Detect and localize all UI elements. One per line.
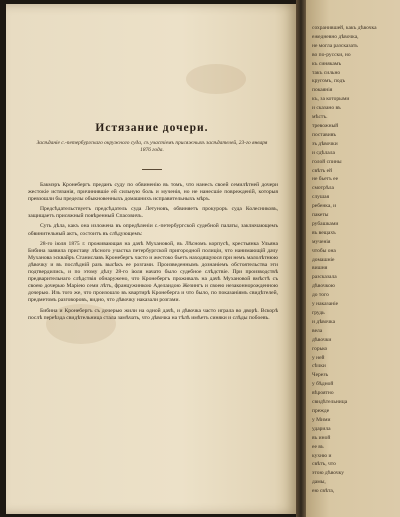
- right-page-line: ее въ: [312, 443, 324, 450]
- right-page-line: мученія: [312, 238, 331, 245]
- right-page-line: прежде: [312, 407, 330, 414]
- right-page-line: до того: [312, 292, 329, 299]
- right-page-line: не бьетъ ее: [312, 176, 339, 183]
- paper-stain: [186, 64, 246, 94]
- right-page-line: тревожный: [312, 122, 339, 129]
- article-body: [28, 182, 278, 325]
- right-page-line: свѣтъ ей: [312, 167, 333, 174]
- right-page-line: поставивъ: [312, 131, 337, 138]
- right-page-line: у Мими: [312, 416, 331, 423]
- right-page-line: грудь: [312, 310, 325, 316]
- right-page-line: дамы,: [312, 479, 326, 486]
- right-page-line: ударила: [312, 425, 331, 432]
- right-page-line: такъ сильно: [312, 69, 341, 76]
- right-page-line: кухню и: [312, 452, 332, 459]
- right-page-line: свидѣтельница: [312, 399, 348, 406]
- right-page-line: разсказала: [312, 274, 337, 281]
- right-page-line: Черезъ: [312, 372, 329, 379]
- right-page-line: свѣтъ, что: [312, 461, 336, 468]
- right-page-line: мѣстъ.: [312, 114, 328, 121]
- book-gutter: [296, 0, 306, 517]
- right-page-line: вѣроятно: [312, 390, 334, 397]
- right-page-line: рубашками: [312, 220, 339, 227]
- right-page-line: сохранившей, какъ дѣвочка: [312, 25, 377, 31]
- left-page: [6, 4, 298, 514]
- right-page-line: сѣчки: [312, 363, 326, 370]
- paragraph: Предсѣдательствуетъ предсѣдатель суда Летуновъ, обвиняетъ прокуроръ суда Колесниковъ, защищаетъ присяжный повѣренный Спасовичъ.: [28, 206, 278, 220]
- right-page-line: кругомъ, подъ: [312, 78, 346, 85]
- right-page-line: вишня: [312, 265, 328, 272]
- right-page-line: въ иной: [312, 434, 331, 441]
- right-page-line: у ней: [312, 354, 325, 361]
- right-page-line: ребенка, и: [312, 203, 337, 210]
- right-page-text: [312, 24, 396, 496]
- right-page-line: этою дѣвочку: [312, 470, 344, 477]
- right-page-line: дѣвочкою: [312, 283, 335, 290]
- right-page-line: зъ дѣвочки: [312, 140, 338, 147]
- article-title: Истязание дочери.: [95, 122, 209, 134]
- paragraph: Бибина и Кронебергъ съ дочерью жили на одной дачѣ, и дѣвочка часто играла во дворѣ. Вскорѣ послѣ переѣзда свидѣтельница стала замѣчать, что дѣвочка на тѣлѣ имѣетъ синяки и слѣды побоевъ.: [28, 307, 278, 321]
- title-divider: [142, 169, 162, 170]
- right-page-line: слушая: [312, 194, 330, 201]
- right-page-line: къ синякамъ: [312, 60, 342, 67]
- right-page-line: въ вещахъ: [312, 229, 336, 236]
- right-page-line: не могла разсказать: [312, 42, 358, 49]
- paragraph: Суть дѣла, какъ она изложена въ опредѣленіи с.-петербургской судебной палаты, заключающемъ обвинительный актъ, состоитъ въ слѣдующемъ:: [28, 223, 278, 237]
- right-page-line: дѣвочки: [312, 336, 332, 343]
- right-page-line: смотрѣла: [312, 185, 334, 192]
- right-page-line: вела: [312, 327, 323, 334]
- right-page-line: къ, за которыми: [312, 96, 350, 103]
- right-page: [306, 0, 400, 517]
- right-page-line: и сдѣлала: [312, 149, 335, 156]
- right-page-line: голой спины: [312, 158, 342, 165]
- right-page-line: у наказаніе: [312, 301, 339, 308]
- right-page-line: и сказано въ: [312, 105, 341, 112]
- right-page-line: пакеты: [312, 212, 329, 219]
- right-page-line: чтобы она: [312, 247, 336, 254]
- paragraph: Бакмэръ Кронебергъ преданъ суду по обвиненію въ томъ, что нанесъ своей семилѣтней дочери жестокіе истязанія, причинившіе ей сильную боль и мученія, но не нанесшіе поврежденій, которыя превзошли бы пределы обыкновенныхъ домашнихъ исправительныхъ мѣръ.: [28, 182, 278, 203]
- article-subtitle: Засѣданіе с.-петербургскаго окружного суда, съ участіемъ присяжныхъ засѣдателей, 23-го января 1876 года.: [36, 140, 268, 154]
- right-page-line: ежедневно дѣвочка,: [312, 33, 359, 40]
- right-page-line: покаянія: [312, 87, 333, 94]
- right-page-line: горько: [312, 345, 328, 352]
- right-page-line: ею свѣта,: [312, 488, 335, 495]
- right-page-line: во по-русски, но: [312, 51, 351, 58]
- paragraph: 28-го іюля 1875 г. проживающая на дачѣ Мухановой, въ Лѣсномъ корпусѣ, крестьянка Ульяна Бибина заявила приставу лѣсного участка петербургской пригородной полиціи, что нанимающій дачу Муханова эсквайръ Станиславъ Кронебергъ часто и жестоко бьетъ находящуюся при немъ малолѣтнюю дѣвочку и въ послѣдній разъ высѣкъ ее розгами. Произведеннымъ дознаніемъ обстоятельства эти подтвердились, и по этому дѣлу 28-го іюля начато было судебное слѣдствіе. При производствѣ предварительнаго слѣдствія обнаружено, что Кронебергъ проживалъ на дачѣ Мухановой вмѣстѣ съ своею дочерью Маріею семи лѣтъ, францужинкою Аделаидою Жезингъ и своею незаконнорожденною дочерью. Изъ того же, что произошло въ квартирѣ Кронеберга и что было, по показаніямъ свидѣтелей, предметомъ разговоровъ, видно, что дѣвочку наказали розгами.: [28, 240, 278, 304]
- right-page-line: у бѣдной: [312, 381, 334, 388]
- right-page-line: домашніе: [312, 256, 335, 263]
- right-page-line: и дѣвочка: [312, 318, 336, 325]
